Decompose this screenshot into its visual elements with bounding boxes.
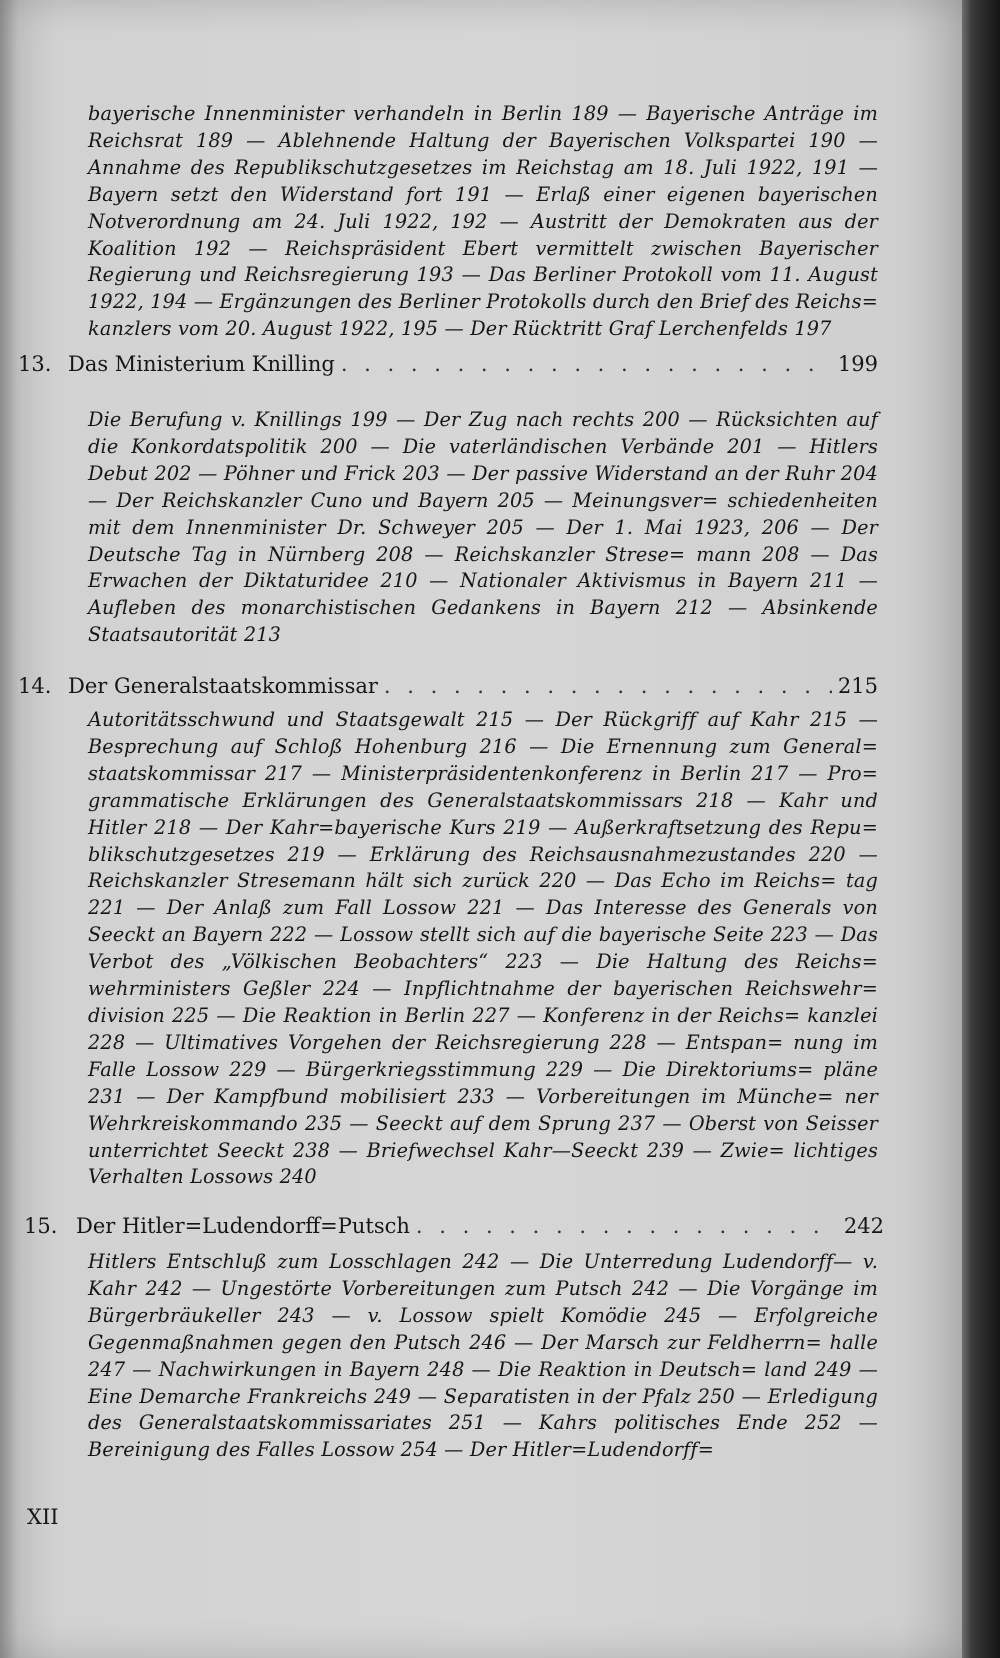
chapter-number: 14. xyxy=(18,674,52,698)
chapter-title: Der Hitler=Ludendorff=Putsch xyxy=(76,1214,410,1238)
chapter-page: 242 xyxy=(843,1214,884,1238)
chapter-summary: Autoritätsschwund und Staatsgewalt 215 — Der Rückgriff auf Kahr 215 — Besprechung auf Schloß Hohenburg 216 — Die Ernennung zum General= staatskommissar 217 — Ministerpräsidentenkonferenz in Berlin 217 — Pro= grammatische Erklärungen des Generalstaatskommissars 218 — Kahr und Hitler 218 — Der Kahr=bayerische Kurs 219 — Außerkraftsetzung des Repu= blikschutzgesetzes 219 — Erklärung des Reichsausnahmezustandes 220 — Reichskanzler Stresemann hält sich zurück 220 — Das Echo im Reichs= tag 221 — Der Anlaß zum Fall Lossow 221 — Das Interesse des Generals von Seeckt an Bayern 222 — Lossow stellt sich auf die bayerische Seite 223 — Das Verbot des „Völkischen Beobachters“ 223 — Die Haltung des Reichs= wehrministers Geßler 224 — Inpflichtnahme der bayerischen Reichswehr= division 225 — Die Reaktion in Berlin 227 — Konferenz in der Reichs= kanzlei 228 — Ultimatives Vorgehen der Reichsregierung 228 — Entspan= nung im Falle Lossow 229 — Bürgerkriegsstimmung 229 — Die Direktoriums= pläne 231 — Der Kampfbund mobilisiert 233 — Vorbereitungen im Münche= ner Wehrkreiskommando 235 — Seeckt auf dem Sprung 237 — Oberst von Seisser unterrichtet Seeckt 238 — Briefwechsel Kahr—Seeckt 239 — Zwie= lichtiges Verhalten Lossows 240 xyxy=(88,708,878,1189)
leader-dots xyxy=(384,671,832,701)
chapter-page: 215 xyxy=(837,674,878,698)
chapter-number: 13. xyxy=(18,352,52,376)
page-folio: XII xyxy=(27,1505,59,1529)
chapter-heading xyxy=(18,671,878,701)
chapter-summary: Hitlers Entschluß zum Losschlagen 242 — Die Unterredung Ludendorff— v. Kahr 242 — Ungestörte Vorbereitungen zum Putsch 242 — Die Vorgänge im Bürgerbräukeller 243 — v. Lossow spielt Komödie 245 — Erfolgreiche Gegenmaßnahmen gegen den Putsch 246 — Der Marsch zur Feldherrn= halle 247 — Nachwirkungen in Bayern 248 — Die Reaktion in Deutsch= land 249 — Eine Demarche Frankreichs 249 — Separatisten in der Pfalz 250 — Erledigung des Generalstaatskommissariates 251 — Kahrs politisches Ende 252 — Bereinigung des Falles Lossow 254 — Der Hitler=Ludendorff= xyxy=(88,1250,878,1462)
leader-dots xyxy=(341,349,832,379)
chapter-heading xyxy=(18,349,878,379)
intro-paragraph: bayerische Innenminister verhandeln in Berlin 189 — Bayerische Anträge im Reichsrat 189 — Ablehnende Haltung der Bayerischen Volkspartei 190 — Annahme des Republikschutzgesetzes im Reichstag am 18. Juli 1922, 191 — Bayern setzt den Widerstand fort 191 — Erlaß einer eigenen bayerischen Notverordnung am 24. Juli 1922, 192 — Austritt der Demokraten aus der Koalition 192 — Reichspräsident Ebert vermittelt zwischen Bayerischer Regierung und Reichsregierung 193 — Das Berliner Protokoll vom 11. August 1922, 194 — Ergänzungen des Berliner Protokolls durch den Brief des Reichs= kanzlers vom 20. August 1922, 195 — Der Rücktritt Graf Lerchenfelds 197 xyxy=(88,102,878,341)
chapter-summary: Die Berufung v. Knillings 199 — Der Zug nach rechts 200 — Rücksichten auf die Konkordatspolitik 200 — Die vaterländischen Verbände 201 — Hitlers Debut 202 — Pöhner und Frick 203 — Der passive Widerstand an der Ruhr 204 — Der Reichskanzler Cuno und Bayern 205 — Meinungsver= schiedenheiten mit dem Innenminister Dr. Schweyer 205 — Der 1. Mai 1923, 206 — Der Deutsche Tag in Nürnberg 208 — Reichskanzler Strese= mann 208 — Das Erwachen der Diktaturidee 210 — Nationaler Aktivismus in Bayern 211 — Aufleben des monarchistischen Gedankens in Bayern 212 — Absinkende Staatsautorität 213 xyxy=(88,408,878,647)
chapter-heading xyxy=(24,1211,884,1241)
chapter-title: Der Generalstaatskommissar xyxy=(68,674,378,698)
chapter-title: Das Ministerium Knilling xyxy=(68,352,335,376)
leader-dots xyxy=(416,1211,838,1241)
chapter-page: 199 xyxy=(837,352,878,376)
chapter-number: 15. xyxy=(24,1214,58,1238)
